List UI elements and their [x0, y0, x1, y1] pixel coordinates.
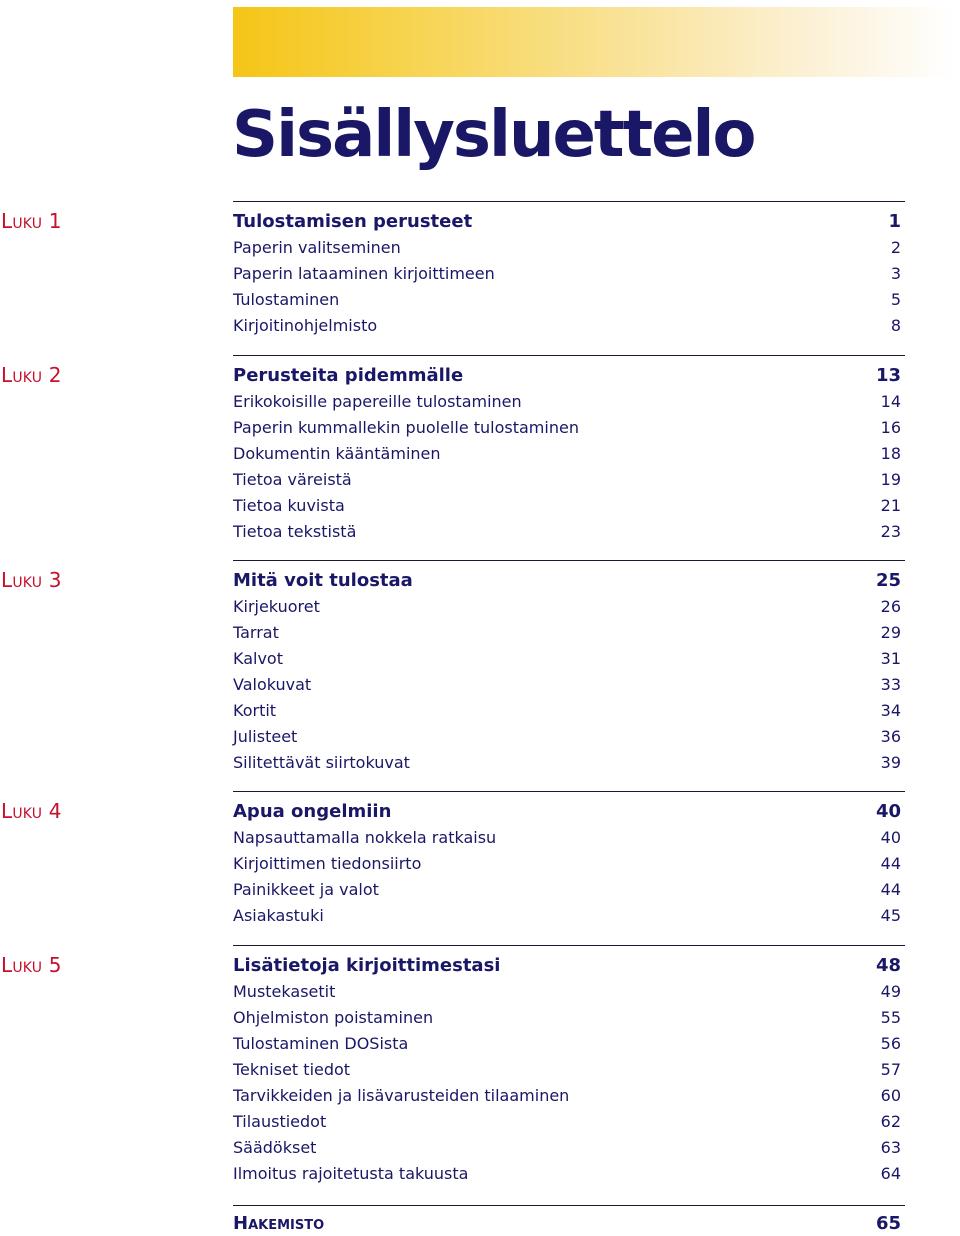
chapter-entries	[233, 363, 901, 544]
entry-page: 8	[890, 316, 901, 335]
entry-title: Tietoa väreistä	[233, 470, 352, 489]
toc-entry-main[interactable]	[233, 953, 901, 979]
entry-page: 60	[880, 1085, 901, 1105]
entry-title: Asiakastuki	[233, 906, 324, 925]
toc-entry[interactable]	[233, 415, 901, 441]
entry-title: Erikokoisille papereille tulostaminen	[233, 392, 522, 412]
entry-title: Tietoa kuvista	[233, 495, 345, 515]
toc-entry[interactable]	[233, 697, 901, 723]
toc-entry[interactable]	[233, 672, 901, 698]
toc-entry[interactable]	[233, 749, 901, 775]
entry-title: Paperin valitseminen	[233, 238, 401, 258]
entry-title: Tekniset tiedot	[233, 1060, 351, 1079]
entry-title: Perusteita pidemmälle	[233, 365, 464, 387]
toc-entry[interactable]	[233, 903, 901, 929]
entry-page: 63	[880, 1137, 901, 1157]
entry-title: Tilaustiedot	[233, 1111, 327, 1131]
entry-page: 56	[880, 1034, 901, 1054]
entry-page: 44	[880, 880, 901, 900]
entry-page: 40	[880, 828, 901, 848]
entry-page: 45	[880, 906, 901, 925]
toc-entry[interactable]	[233, 1031, 901, 1057]
toc-entry[interactable]	[233, 1108, 901, 1134]
entry-page: 34	[880, 700, 901, 720]
entry-page: 55	[880, 1008, 901, 1028]
entry-page: 44	[880, 854, 901, 874]
toc-entry[interactable]	[233, 877, 901, 903]
entry-title: Tarrat	[233, 623, 279, 643]
entry-page: 21	[880, 495, 901, 515]
chapter-entries	[233, 209, 901, 338]
section-divider	[233, 791, 905, 792]
entry-title: Painikkeet ja valot	[233, 880, 379, 900]
toc-entry[interactable]	[233, 723, 901, 749]
entry-title: Napsauttamalla nokkela ratkaisu	[233, 828, 497, 848]
chapter-entries	[233, 799, 901, 928]
entry-page: 5	[890, 290, 901, 310]
toc-entry[interactable]	[233, 313, 901, 339]
toc-entry[interactable]	[233, 492, 901, 518]
section-divider	[233, 560, 905, 561]
entry-title: Apua ongelmiin	[233, 801, 392, 823]
entry-page: 57	[880, 1060, 901, 1079]
entry-title: Kirjoittimen tiedonsiirto	[233, 854, 422, 874]
entry-page: 2	[890, 238, 901, 258]
entry-page: 1	[888, 211, 901, 233]
entry-title: Kirjoitinohjelmisto	[233, 316, 378, 335]
entry-page: 18	[880, 444, 901, 464]
entry-title: Tulostaminen DOSista	[233, 1034, 409, 1054]
toc-entry[interactable]	[233, 620, 901, 646]
chapter-label: Luku 4	[1, 799, 62, 823]
entry-title: Paperin kummallekin puolelle tulostaminen	[233, 418, 579, 438]
entry-title: Tulostamisen perusteet	[233, 211, 473, 233]
toc-entry[interactable]	[233, 1005, 901, 1031]
toc-entry[interactable]	[233, 979, 901, 1005]
toc-entry[interactable]	[233, 287, 901, 313]
chapter-label: Luku 3	[1, 568, 62, 592]
entry-page: 23	[880, 521, 901, 541]
toc-entry[interactable]	[233, 825, 901, 851]
entry-page: 62	[880, 1111, 901, 1131]
entry-title: Kalvot	[233, 649, 283, 669]
entry-page: 14	[880, 392, 901, 412]
chapter-label: Luku 1	[1, 209, 62, 233]
entry-title: Tarvikkeiden ja lisävarusteiden tilaaminen	[233, 1085, 570, 1105]
entry-title: Lisätietoja kirjoittimestasi	[233, 955, 501, 977]
chapter-label: Luku 5	[1, 953, 62, 977]
toc-entry[interactable]	[233, 594, 901, 620]
chapter-label: Luku 2	[1, 363, 62, 387]
entry-page: 39	[880, 752, 901, 772]
toc-entry[interactable]	[233, 851, 901, 877]
entry-page: 16	[880, 418, 901, 438]
entry-title: Valokuvat	[233, 675, 312, 694]
toc-entry-main[interactable]	[233, 209, 901, 235]
entry-page: 31	[880, 649, 901, 669]
toc-entry[interactable]	[233, 261, 901, 287]
section-divider	[233, 945, 905, 946]
entry-title: Ilmoitus rajoitetusta takuusta	[233, 1163, 469, 1183]
entry-title: Tulostaminen	[233, 290, 340, 310]
entry-page: 19	[880, 470, 901, 489]
entry-page: 64	[880, 1163, 901, 1183]
toc-entry[interactable]	[233, 646, 901, 672]
header-gradient-bar	[233, 7, 955, 77]
entry-page: 49	[880, 982, 901, 1002]
entry-title: Kirjekuoret	[233, 597, 320, 617]
section-divider	[233, 201, 905, 202]
toc-entry[interactable]	[233, 1134, 901, 1160]
toc-entry[interactable]	[233, 235, 901, 261]
toc-entry-main[interactable]	[233, 363, 901, 389]
entry-title: Kortit	[233, 700, 277, 720]
entry-page: 3	[890, 264, 901, 284]
entry-title: Julisteet	[233, 726, 298, 746]
entry-title: Silitettävät siirtokuvat	[233, 752, 410, 772]
index-entry-row	[233, 1211, 901, 1236]
chapter-entries	[233, 568, 901, 775]
index-label: Hakemisto	[233, 1213, 325, 1235]
section-divider	[233, 355, 905, 356]
entry-title: Ohjelmiston poistaminen	[233, 1008, 434, 1028]
section-divider	[233, 1205, 905, 1206]
toc-entry-main[interactable]	[233, 799, 901, 825]
toc-entry-main[interactable]	[233, 568, 901, 594]
toc-entry[interactable]	[233, 1160, 901, 1186]
toc-entry[interactable]	[233, 518, 901, 544]
entry-page: 13	[875, 365, 901, 387]
entry-page: 36	[880, 726, 901, 746]
toc-entry[interactable]	[233, 1057, 901, 1083]
entry-title: Mustekasetit	[233, 982, 336, 1002]
chapter-entries	[233, 953, 901, 1186]
entry-page: 33	[880, 675, 901, 694]
entry-title: Dokumentin kääntäminen	[233, 444, 441, 464]
page-title: Sisällysluettelo	[232, 98, 755, 172]
toc-entry[interactable]	[233, 467, 901, 493]
entry-title: Säädökset	[233, 1137, 317, 1157]
entry-title: Paperin lataaminen kirjoittimeen	[233, 264, 495, 284]
entry-page: 48	[875, 955, 901, 977]
toc-entry[interactable]	[233, 1082, 901, 1108]
entry-page: 25	[875, 570, 901, 592]
index-entry[interactable]	[233, 1211, 901, 1236]
entry-page: 65	[875, 1213, 901, 1235]
entry-page: 40	[875, 801, 901, 823]
entry-title: Tietoa tekstistä	[233, 521, 357, 541]
toc-entry[interactable]	[233, 389, 901, 415]
entry-page: 26	[880, 597, 901, 617]
entry-page: 29	[880, 623, 901, 643]
toc-entry[interactable]	[233, 441, 901, 467]
entry-title: Mitä voit tulostaa	[233, 570, 413, 592]
